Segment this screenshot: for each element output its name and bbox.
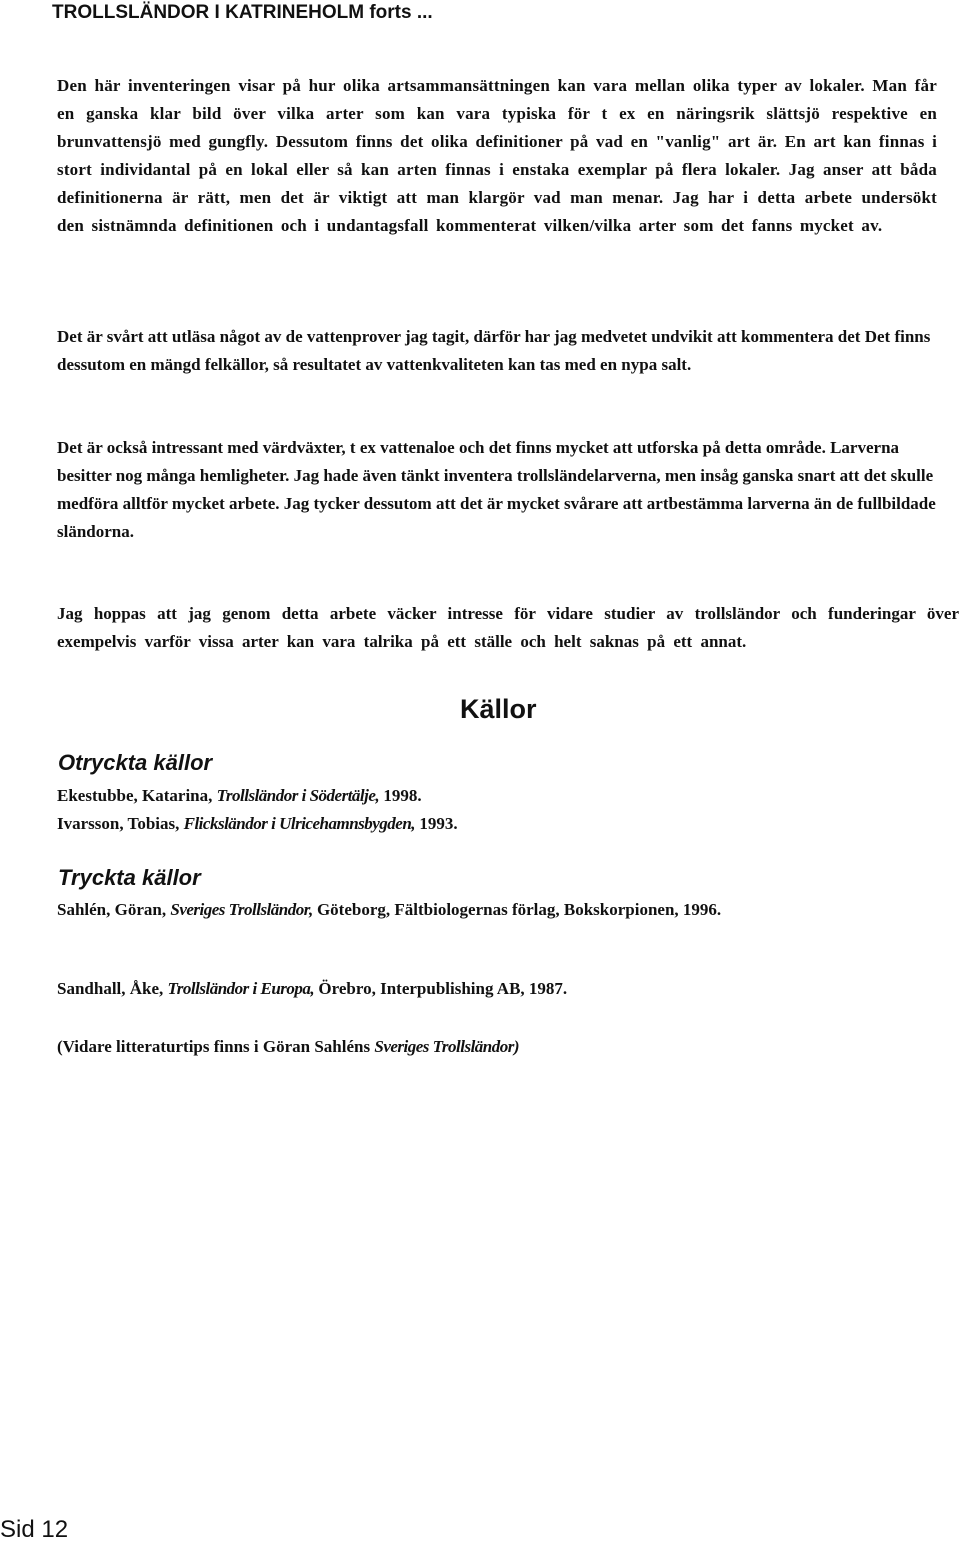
page-number: Sid 12 xyxy=(0,1516,69,1543)
sources-heading: Källor xyxy=(460,694,537,724)
unprinted-sources-heading: Otryckta källor xyxy=(58,750,213,775)
paragraph-host-plants: Det är också intressant med värdväxter, t ex vattenaloe och det finns mycket att utforska på detta område. Larverna besitter nog många hemligheter. Jag hade även tänkt inventera trollsländelarverna, men insåg ganska snart att det skulle medföra alltför mycket arbete. Jag tycker dessutom att det är mycket svårare att artbestämma larverna än de fullbildade sländorna. xyxy=(57,438,936,541)
reference-item: Ekestubbe, Katarina, Trollsländor i Södertälje, 1998. xyxy=(57,786,422,805)
reference-item: Sahlén, Göran, Sveriges Trollsländor, Göteborg, Fältbiologernas förlag, Bokskorpionen, 1996. xyxy=(57,900,722,919)
page-header-title: TROLLSLÄNDOR I KATRINEHOLM forts ... xyxy=(52,2,433,23)
reference-item: Ivarsson, Tobias, Flicksländor i Ulricehamnsbygden, 1993. xyxy=(57,814,458,833)
further-reading-note: (Vidare litteraturtips finns i Göran Sahléns Sveriges Trollsländor) xyxy=(57,1037,520,1056)
paragraph-inventory-comparison: Den här inventeringen visar på hur olika artsammansättningen kan vara mellan olika typer av lokaler. Man får en ganska klar bild över vilka arter som kan vara typiska för t ex en näringsrik slättsjö respektive en brunvattensjö med gungfly. Dessutom finns det olika definitioner på vad en "vanlig" art är. En art kan finnas i stort individantal på en lokal eller så kan arten finnas i enstaka exemplar på flera lokaler. Jag anser att båda definitionerna är rätt, men det är viktigt att man klargör vad man menar. Jag har i detta arbete undersökt den sistnämnda definitionen och i undantagsfall kommenterat vilken/vilka arter som det fanns mycket av. xyxy=(57,76,937,235)
paragraph-water-samples: Det är svårt att utläsa något av de vattenprover jag tagit, därför har jag medvetet undvikit att kommentera det Det finns dessutom en mängd felkällor, så resultatet av vattenkvaliteten kan tas med en nypa salt. xyxy=(57,327,931,374)
paragraph-future-studies: Jag hoppas att jag genom detta arbete väcker intresse för vidare studier av trollsländor och funderingar över exempelvis varför vissa arter kan vara talrika på ett ställe och helt saknas på ett annat. xyxy=(57,604,959,651)
reference-item: Sandhall, Åke, Trollsländor i Europa, Örebro, Interpublishing AB, 1987. xyxy=(57,979,568,998)
printed-sources-heading: Tryckta källor xyxy=(58,865,201,890)
